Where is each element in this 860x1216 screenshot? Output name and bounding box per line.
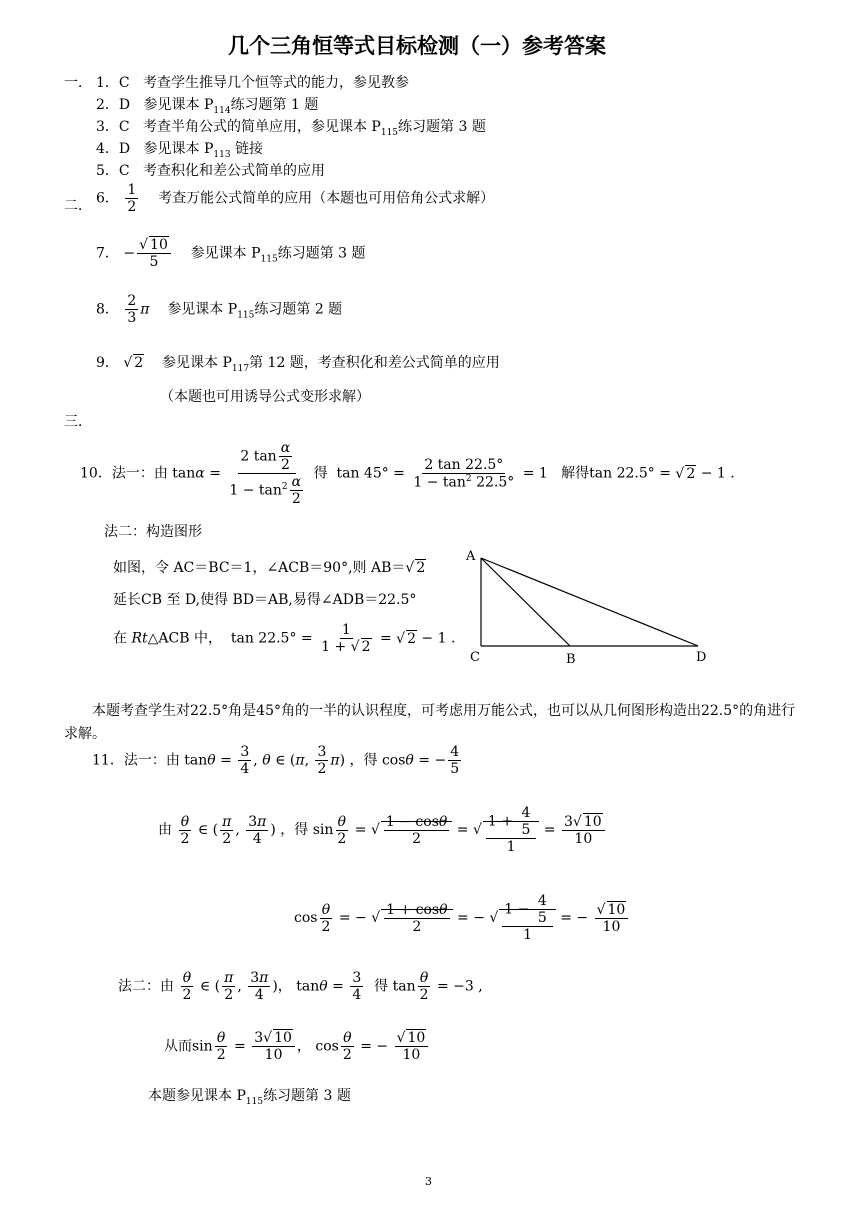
q10-method2-title: 法二：构造图形 — [104, 524, 202, 540]
section-2-label: 二． — [64, 198, 92, 214]
page-number: 3 — [425, 1175, 432, 1188]
q10-method1: 10．法一：由 tanα = 2 tan $\frac{\alpha}{2}$ $1 - \tan^2$ $\frac{\alpha}{2}$ 得 tan 45° = $\frac{2 \tan 22.5^\circ}{1 - \tan^2 22.5^\circ}$ = 1 解得tan 22.5° = √ 2 − 1 . — [80, 440, 735, 507]
answer-item-7: 7． − √ $\frac{10}{5}$ 参见课本 $P_{115}$练习题第 3 题 — [96, 237, 366, 270]
page-title: 几个三角恒等式目标检测（一）参考答案 — [228, 34, 606, 58]
answer-9-note: （本题也可用诱导公式变形求解） — [160, 389, 370, 405]
q10-line1: 如图，令 AC＝BC＝1，∠ACB＝90°,则 AB＝√ 2 — [113, 557, 426, 577]
vertex-a-label: A — [466, 549, 476, 564]
answer-item-8: 8． $\frac{2}{3}$ π 参见课本 $P_{115}$练习题第 2 题 — [96, 293, 343, 327]
triangle-figure — [462, 546, 722, 670]
segment-ad — [481, 558, 698, 646]
q11-result: 从而sin $\frac{\theta}{2}$ = $\frac{3√ 10}{10}$ ， cos $\frac{\theta}{2}$ = − √ $\frac{10}{10}$ — [164, 1030, 430, 1063]
vertex-b-label: B — [566, 652, 576, 667]
q11-cos-half: cos $\frac{\theta}{2}$ = − √ $\frac{1 + \cos\theta}{2}$ = − √ 1 − $\frac{4}{5}$ 1 = − √ $\frac{10}{10}$ — [294, 893, 630, 943]
q11-reference: 本题参见课本 $P_{115}$练习题第 3 题 — [148, 1088, 351, 1107]
vertex-d-label: D — [696, 650, 707, 665]
section-3-label: 三． — [64, 414, 92, 430]
segment-ab — [481, 558, 570, 646]
q10-line3: 在 Rt△ACB 中， tan 22.5° = $\frac{1}{1 + √ 2}$ = √ 2 − 1 . — [113, 622, 455, 655]
q11-method1: 11．法一：由 tanθ = $\frac{3}{4}$ , θ ∈ (π, $\frac{3}{2}$ π) ，得 cosθ = − $\frac{4}{5}$ — [92, 744, 460, 778]
q10-line2: 延长CB 至 D,使得 BD＝AB,易得∠ADB＝22.5° — [113, 592, 417, 608]
answer-item-2: 2．D 参见课本 $P_{114}$练习题第 1 题 — [96, 97, 319, 116]
answer-item-3: 3．C 考查半角公式的简单应用，参见课本 $P_{115}$练习题第 3 题 — [96, 119, 486, 138]
section-1-label: 一． — [64, 75, 92, 91]
answer-item-1: 1．C 考查学生推导几个恒等式的能力，参见教参 — [96, 75, 409, 91]
q10-summary: 本题考查学生对22.5°角是45°角的一半的认识程度，可考虑用万能公式，也可以从几何图形构造出22.5°的角进行求解。 — [64, 703, 796, 742]
answer-item-9: 9． √ 2 参见课本 $P_{117}$第 12 题，考查积化和差公式简单的应用 — [96, 352, 500, 374]
answer-item-4: 4．D 参见课本 $P_{113}$ 链接 — [96, 141, 264, 160]
q11-method2: 法二：由 $\frac{\theta}{2}$ ∈ ( $\frac{\pi}{2}$ , $\frac{3\pi}{4}$ )， tanθ = $\frac{3}{4}$ 得 tan $\frac{\theta}{2}$ = −3 , — [118, 970, 483, 1004]
q11-sin-half: 由 $\frac{\theta}{2}$ ∈ ( $\frac{\pi}{2}$ , $\frac{3\pi}{4}$ ) ，得 sin $\frac{\theta}{2}$ = √ $\frac{1 - \cos\theta}{2}$ = √ 1 + $\frac{4}{5}$ 1 = $\frac{3√ 10}{10}$ — [158, 805, 607, 855]
answer-item-5: 5．C 考查积化和差公式简单的应用 — [96, 163, 325, 179]
vertex-c-label: C — [470, 650, 480, 665]
answer-item-6: 6． $\frac{1}{2}$ 考查万能公式简单的应用（本题也可用倍角公式求解） — [96, 182, 495, 216]
